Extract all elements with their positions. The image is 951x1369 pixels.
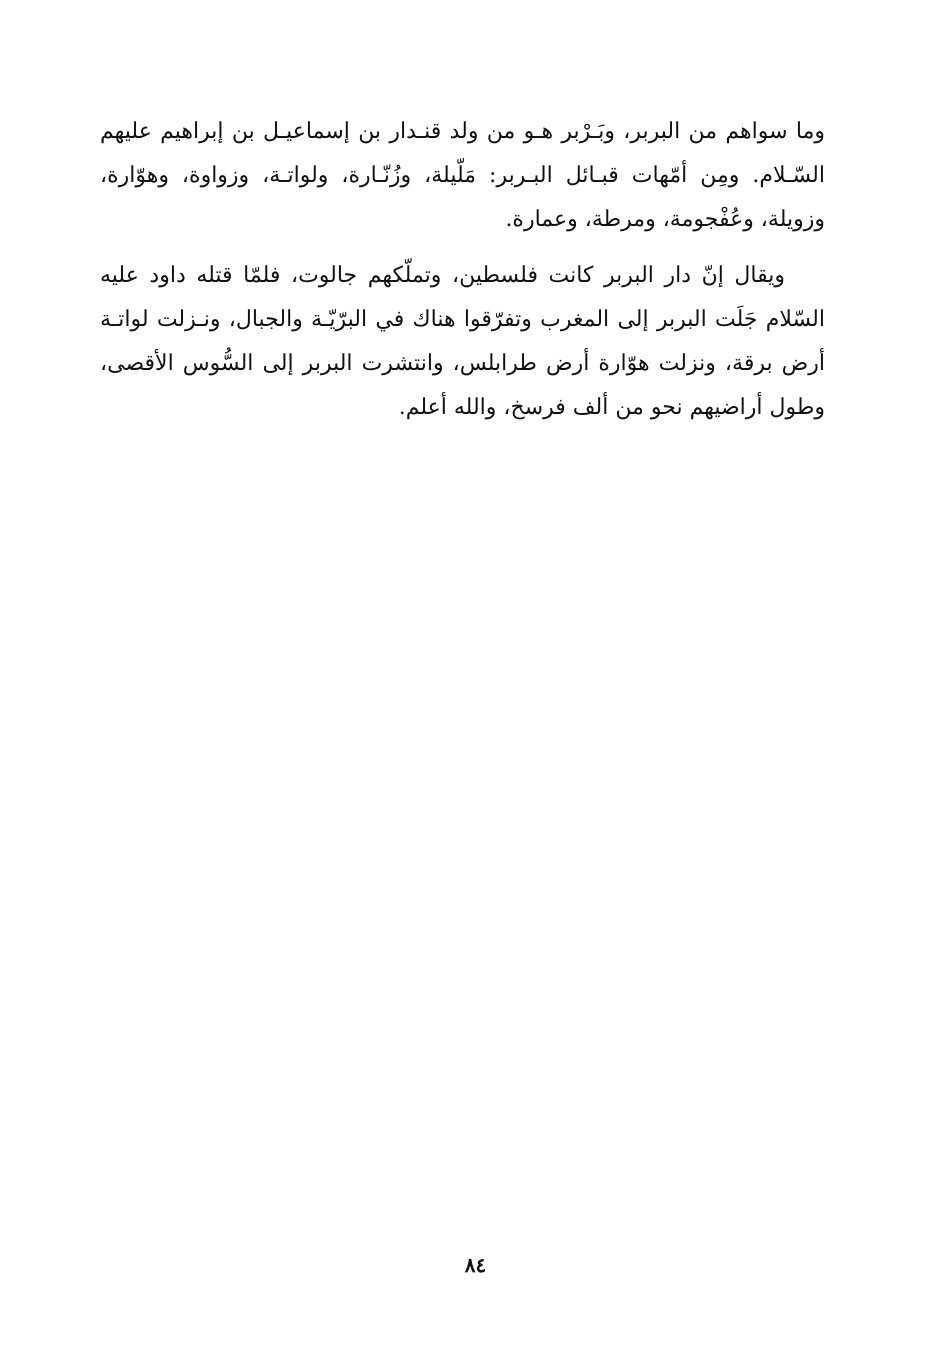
paragraph-1 xyxy=(100,110,825,242)
paragraph-1-line-2: السّـلام. ومِن أمّهات قبـائل البـربر: مَلّيلة، وزُنّـارة، ولواتـة، وزواوة، وهوّارة، xyxy=(100,163,825,188)
paragraph-1-line-1: وما سواهم من البربر، وبَـرْبر هـو من ولد قنـدار بن إسماعيـل بن إبراهيم عليهم xyxy=(100,119,825,144)
paragraph-2-line-4: وطول أراضيهم نحو من ألف فرسخ، والله أعلم. xyxy=(398,395,825,420)
paragraph-2-line-1: ويقال إنّ دار البربر كانت فلسطين، وتملّكهم جالوت، فلمّا قتله داود عليه xyxy=(100,263,785,288)
page-number: ٨٤ xyxy=(464,1253,487,1277)
paragraph-2-line-3: أرض برقة، ونزلت هوّارة أرض طرابلس، وانتشرت البربر إلى السُّوس الأقصى، xyxy=(100,351,825,376)
paragraph-1-line-3: وزويلة، وعُفْجومة، ومرطة، وعمارة. xyxy=(505,207,825,232)
paragraph-2-line-2: السّلام جَلَت البربر إلى المغرب وتفرّقوا هناك في البرّيّـة والجبال، ونـزلت لواتـة xyxy=(100,307,825,332)
body-text xyxy=(100,110,825,430)
paragraph-2 xyxy=(100,254,825,430)
